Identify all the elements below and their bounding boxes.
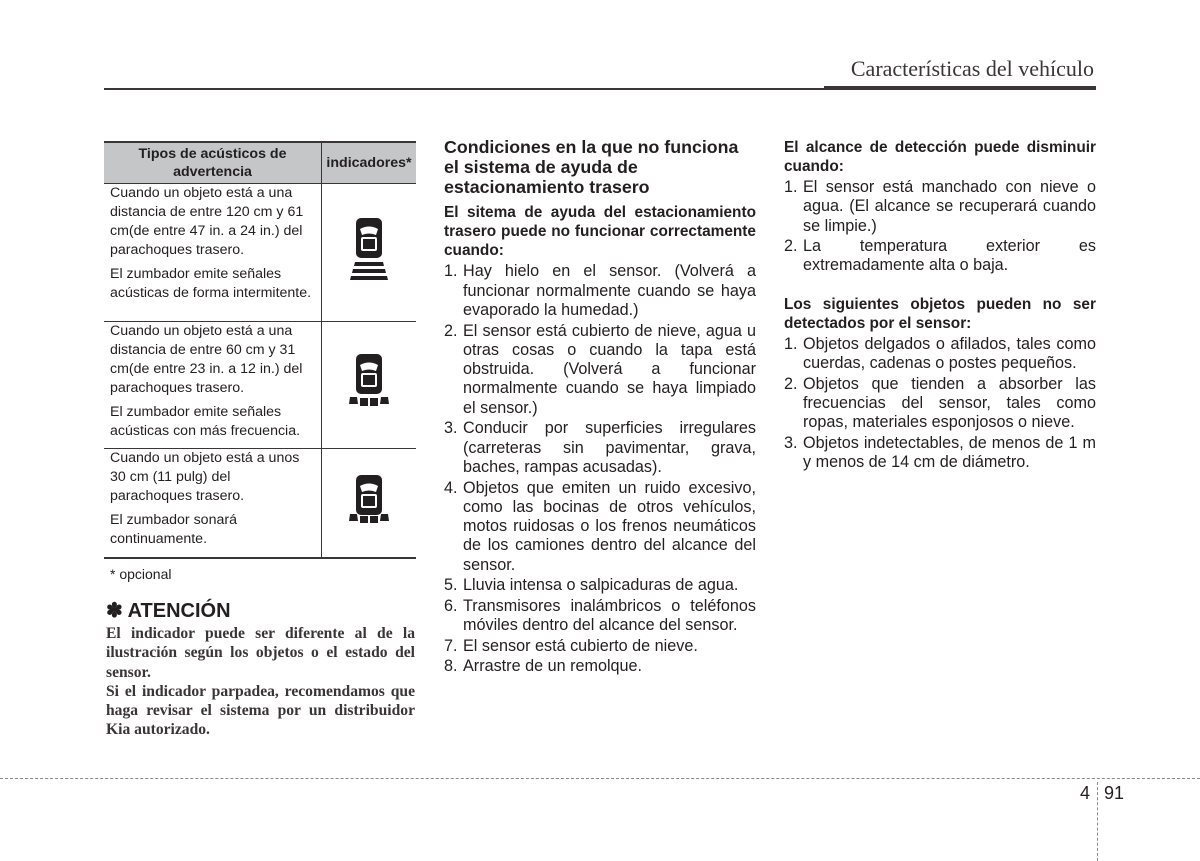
row-condition: Cuando un objeto está a una distancia de entre 120 cm y 61 cm(de entre 47 in. a 24 in.) del parachoques trasero. [110,185,304,258]
list-item: 3. Conducir por superficies irregulares (carreteras sin pavimentar, grava, baches, rampas acusadas). [444,419,756,476]
column-detection [784,138,1096,474]
table-footnote: * opcional [110,566,172,582]
list-item: 5. Lluvia intensa o salpicaduras de agua. [444,576,739,595]
range-list [784,178,1096,276]
parking-sensor-near-icon [347,472,391,528]
list-item: 1. Hay hielo en el sensor. (Volverá a funcionar normalmente cuando se haya evaporado la humedad.) [444,262,756,319]
table-row [104,449,416,559]
parking-sensor-mid-icon [347,351,391,413]
page-section-number: 4 [1080,783,1091,803]
list-item: 8. Arrastre de un remolque. [444,657,643,676]
attention-body [106,624,415,740]
table-header-indicators: indicadores* [322,142,417,184]
table-header-row [104,142,416,184]
list-item: 1. El sensor está manchado con nieve o agua. (El alcance se recuperará cuando se limpie.) [784,178,1096,235]
table-row [104,184,416,322]
attention-title: ✽ ATENCIÓN [106,600,231,622]
attention-paragraph: Si el indicador parpadea, recomendamos que haga revisar el sistema por un distribuidor Kia autorizado. [106,682,415,739]
section-subheading: El alcance de detección puede disminuir cuando: [784,139,1096,175]
list-item: 2. El sensor está cubierto de nieve, agua u otras cosas o cuando la tapa está obstruida. (Volverá a funcionar normalmente cuando se haya limpiado el sensor.) [444,321,756,417]
warning-sound-table [104,141,416,559]
header-rule-accent [824,86,1096,90]
footer-divider [0,778,1200,779]
row-condition: Cuando un objeto está a unos 30 cm (11 pulg) del parachoques trasero. [110,450,300,504]
list-item: 4. Objetos que emiten un ruido excesivo, como las bocinas de otros vehículos, motos ruidosas o los frenos neumáticos de los camiones dentro del alcance del sensor. [444,478,756,574]
attention-paragraph: El indicador puede ser diferente al de la ilustración según los objetos o el estado del sensor. [106,625,415,681]
list-item: 3. Objetos indetectables, de menos de 1 m y menos de 14 cm de diámetro. [784,433,1096,472]
section-subheading: El sitema de ayuda del estacionamiento trasero puede no funcionar correctamente cuando: [444,204,756,260]
conditions-list [444,262,756,676]
table-header-types: Tipos de acústicos de advertencia [104,142,322,184]
table-row [104,322,416,449]
section-heading: Condiciones en la que no funciona el sistema de ayuda de estacionamiento trasero [444,137,739,197]
list-item: 1. Objetos delgados o afilados, tales como cuerdas, cadenas o postes pequeños. [784,334,1096,373]
list-item: 2. Objetos que tienden a absorber las frecuencias del sensor, tales como ropas, materiales esponjosos o nieve. [784,374,1096,432]
page-header-title: Características del vehículo [850,56,1094,81]
footer-vertical-divider [1097,782,1098,861]
column-conditions [444,138,756,678]
page-number: 91 [1104,783,1125,803]
row-buzzer: El zumbador emite señales acústicas con más frecuencia. [110,404,301,439]
undetected-list [784,335,1096,473]
row-buzzer: El zumbador sonará continuamente. [110,512,237,547]
list-item: 6. Transmisores inalámbricos o teléfonos móviles dentro del alcance del sensor. [444,596,756,635]
parking-sensor-far-icon [349,215,389,285]
row-buzzer: El zumbador emite señales acústicas de forma intermitente. [110,266,312,301]
list-item: 2. La temperatura exterior es extremadamente alta o baja. [784,237,1096,275]
list-item: 7. El sensor está cubierto de nieve. [444,636,698,655]
section-subheading: Los siguientes objetos pueden no ser detectados por el sensor: [784,295,1096,332]
row-condition: Cuando un objeto está a una distancia de entre 60 cm y 31 cm(de entre 23 in. a 12 in.) del parachoques trasero. [110,323,303,396]
